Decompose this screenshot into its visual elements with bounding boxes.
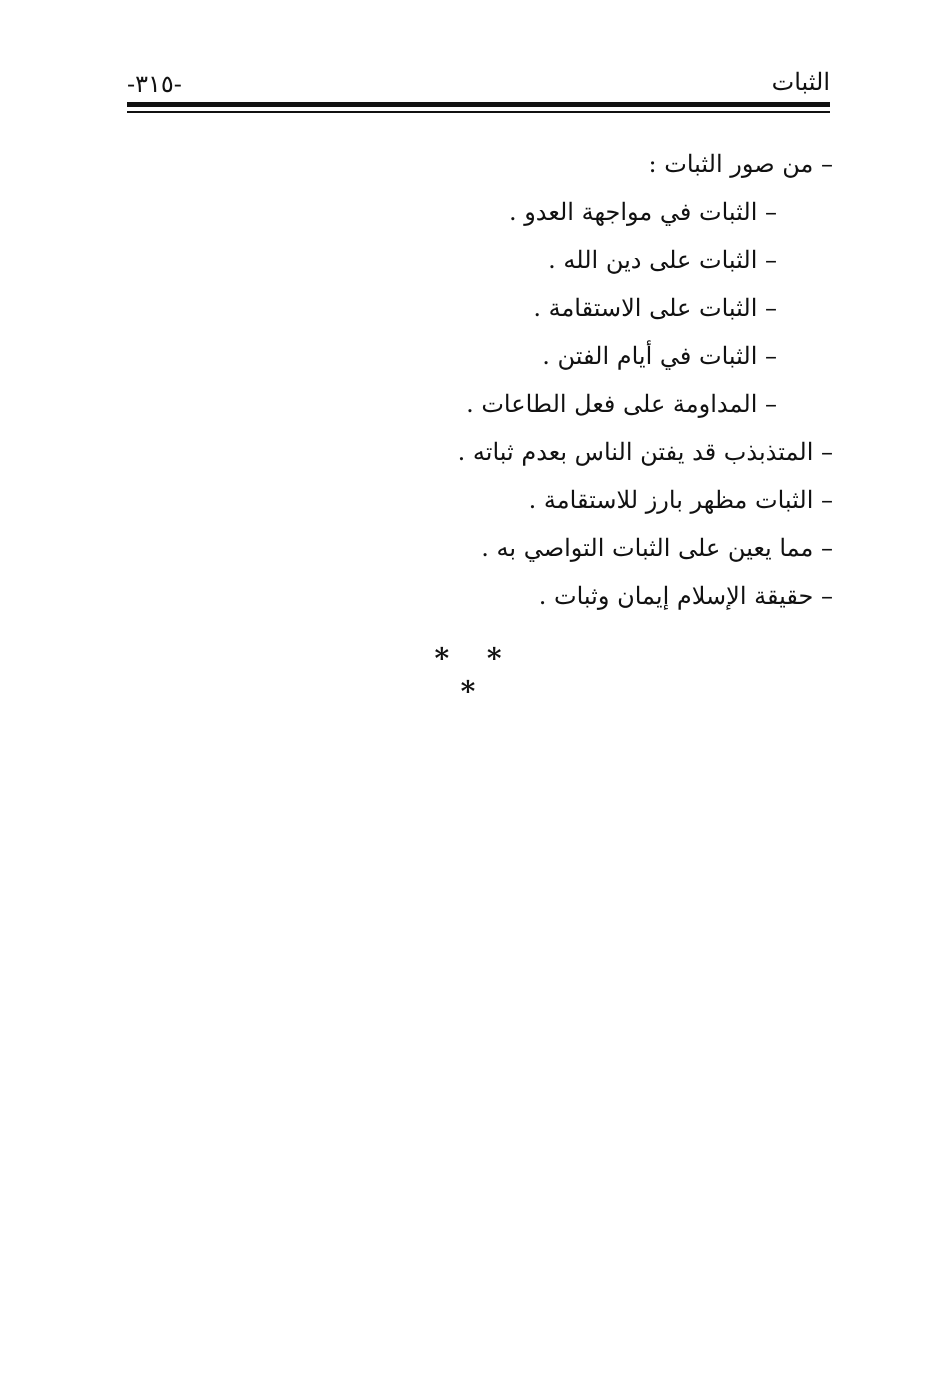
sub-item: – الثبات على الاستقامة . — [533, 294, 777, 322]
section-heading: – من صور الثبات : — [648, 150, 833, 178]
section-separator: * * * — [434, 642, 516, 708]
sub-item: – الثبات في أيام الفتن . — [542, 342, 777, 370]
sub-item: – المداومة على فعل الطاعات . — [466, 390, 777, 418]
sub-item: – الثبات على دين الله . — [548, 246, 777, 274]
header-rule-thin — [127, 111, 830, 113]
list-item: – حقيقة الإسلام إيمان وثبات . — [538, 582, 833, 610]
running-title: الثبات — [771, 68, 830, 96]
list-item: – مما يعين على الثبات التواصي به . — [481, 534, 833, 562]
list-item: – الثبات مظهر بارز للاستقامة . — [528, 486, 833, 514]
sub-item: – الثبات في مواجهة العدو . — [508, 198, 777, 226]
body-text — [213, 140, 833, 620]
list-item: – المتذبذب قد يفتن الناس بعدم ثباته . — [457, 438, 833, 466]
page-header — [127, 68, 830, 102]
header-rule-thick — [127, 102, 830, 107]
page-number: -٣١٥- — [127, 70, 182, 98]
